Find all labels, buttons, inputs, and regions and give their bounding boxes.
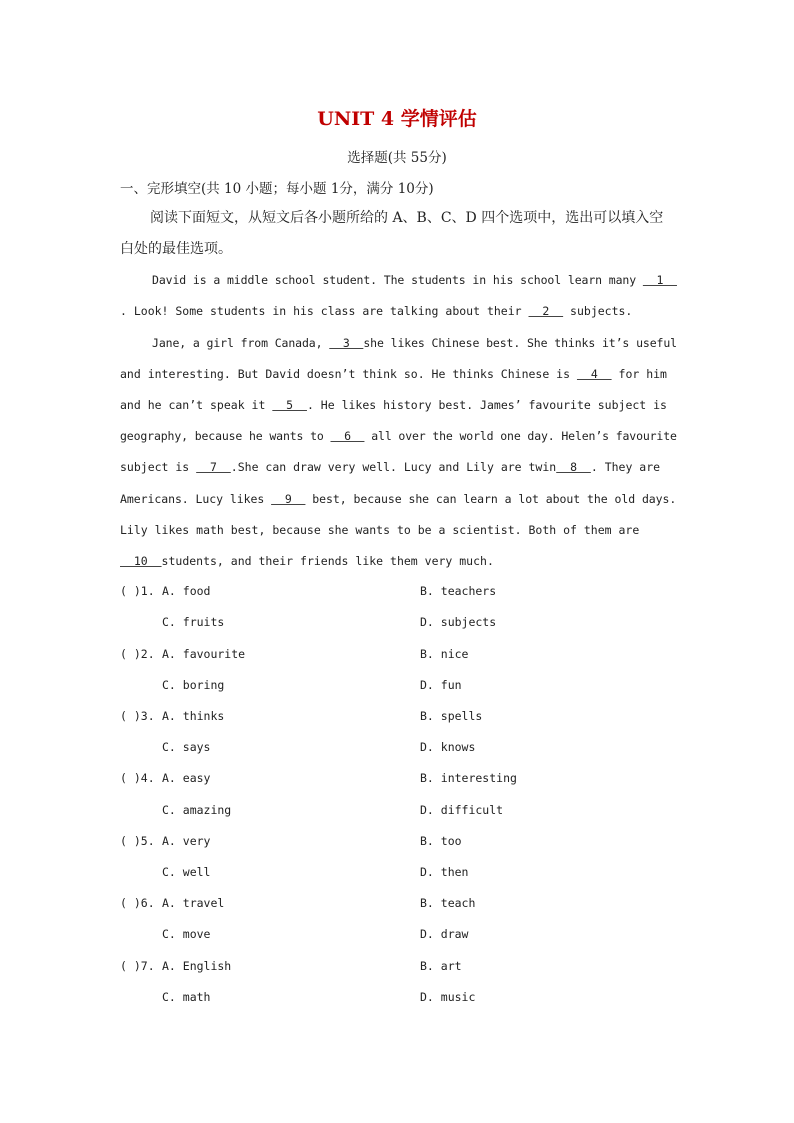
question-row [120,709,680,725]
passage-text: . Look! Some students in his class are talking about their [120,304,529,318]
answer-slot[interactable]: ( )1. [120,584,155,598]
blank-2: 2 [528,304,564,318]
section-heading: 一、完形填空(共 10 小题；每小题 1分，满分 10分) [120,181,434,197]
option-d: D. then [420,865,469,879]
option-b: B. art [420,959,462,973]
question-row [120,990,680,1006]
page-title: UNIT 4 学情评估 [317,108,477,130]
question-row [120,647,680,663]
question-row [120,959,680,975]
passage-line [120,335,676,351]
passage-line [120,428,676,444]
passage-text: students, and their friends like them very much. [161,554,494,568]
passage-text: best, because she can learn a lot about the old days. [305,492,677,506]
passage-line [120,459,676,475]
option-b: B. teachers [420,584,497,598]
passage-line [120,366,676,382]
option-b: B. nice [420,647,469,661]
option-a: A. favourite [162,647,246,661]
passage-text: subject is [120,460,197,474]
passage-line [120,522,676,538]
option-a: A. travel [162,896,225,910]
passage-line [120,272,676,288]
question-row [120,771,680,787]
option-c: C. boring [162,678,225,692]
passage-text: and he can’t speak it [120,398,273,412]
blank-9: 9 [271,492,306,506]
option-c: C. says [162,740,211,754]
question-row [120,615,680,631]
passage-text: geography, because he wants to [120,429,331,443]
option-c: C. math [162,990,211,1004]
option-a: A. thinks [162,709,225,723]
page-subtitle: 选择题(共 55分) [347,150,447,166]
passage-text: Jane, a girl from Canada, [152,336,330,350]
passage-text: and interesting. But David doesn’t think so. He thinks Chinese is [120,367,577,381]
question-row [120,927,680,943]
passage-text: . They are [590,460,661,474]
blank-8: 8 [556,460,591,474]
question-row [120,678,680,694]
passage-text: for him [611,367,667,381]
option-a: A. English [162,959,232,973]
passage-text: Americans. Lucy likes [120,492,272,506]
option-b: B. too [420,834,462,848]
option-b: B. teach [420,896,476,910]
option-d: D. subjects [420,615,497,629]
option-d: D. music [420,990,476,1004]
option-b: B. spells [420,709,483,723]
option-a: A. easy [162,771,211,785]
passage-line [120,553,676,569]
blank-6: 6 [330,429,365,443]
instructions: 阅读下面短文，从短文后各小题所给的 A、B、C、D 四个选项中，选出可以填入空白处的最佳选项。 [120,210,664,257]
option-a: A. food [162,584,211,598]
passage-text: Lily likes math best, because she wants to be a scientist. Both of them are [120,523,640,537]
option-d: D. draw [420,927,469,941]
answer-slot[interactable]: ( )5. [120,834,155,848]
question-row [120,865,680,881]
option-c: C. amazing [162,803,232,817]
option-d: D. knows [420,740,476,754]
passage-text: she likes Chinese best. She thinks it’s useful [363,336,677,350]
blank-10: 10 [120,554,162,568]
passage-text: . He likes history best. James’ favourite subject is [306,398,667,412]
blank-3: 3 [329,336,364,350]
passage-text: subjects. [563,304,633,318]
option-b: B. interesting [420,771,517,785]
passage-text: all over the world one day. Helen’s favourite [364,429,677,443]
option-a: A. very [162,834,211,848]
question-row [120,740,680,756]
blank-4: 4 [576,367,612,381]
question-row [120,803,680,819]
option-d: D. fun [420,678,462,692]
blank-1: 1 [642,273,677,287]
option-d: D. difficult [420,803,504,817]
answer-slot[interactable]: ( )4. [120,771,155,785]
option-c: C. well [162,865,211,879]
question-row [120,834,680,850]
blank-7: 7 [196,460,231,474]
passage-text: .She can draw very well. Lucy and Lily are twin [230,460,557,474]
option-c: C. move [162,927,211,941]
answer-slot[interactable]: ( )6. [120,896,155,910]
passage-text: David is a middle school student. The students in his school learn many [152,273,643,287]
question-row [120,896,680,912]
option-c: C. fruits [162,615,225,629]
answer-slot[interactable]: ( )2. [120,647,155,661]
question-row [120,584,680,600]
answer-slot[interactable]: ( )7. [120,959,155,973]
passage-line [120,303,676,319]
passage-line [120,397,676,413]
passage-line [120,491,676,507]
answer-slot[interactable]: ( )3. [120,709,155,723]
blank-5: 5 [272,398,307,412]
